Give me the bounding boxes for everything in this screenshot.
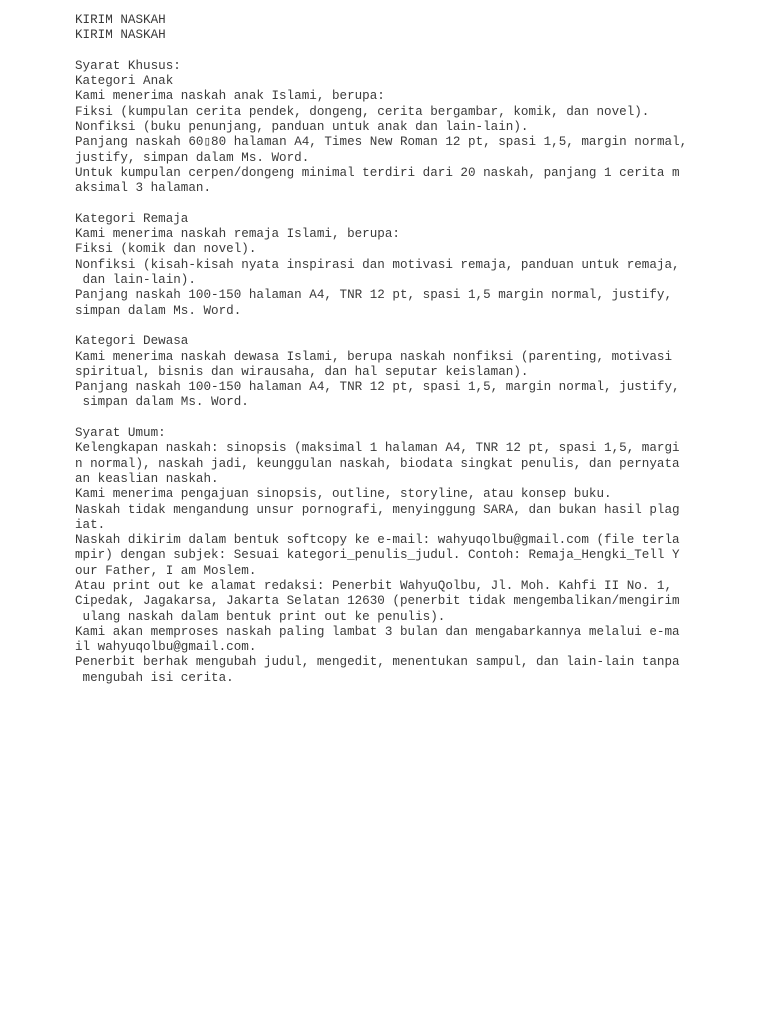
text-line: Kami menerima naskah anak Islami, berupa: <box>75 89 385 104</box>
text-line: simpan dalam Ms. Word. <box>75 395 249 410</box>
blank-line <box>75 197 755 212</box>
category-heading-dewasa: Kategori Dewasa <box>75 334 189 349</box>
text-line: aksimal 3 halaman. <box>75 181 212 196</box>
text-line: Panjang naskah 60▯80 halaman A4, Times New Roman 12 pt, spasi 1,5, margin normal, <box>75 135 688 150</box>
blank-line <box>75 319 755 334</box>
text-line: il wahyuqolbu@gmail.com. <box>75 640 257 655</box>
text-line: Nonfiksi (buku penunjang, panduan untuk anak dan lain-lain). <box>75 120 529 135</box>
text-line: n normal), naskah jadi, keunggulan naskah, biodata singkat penulis, dan pernyata <box>75 456 680 471</box>
category-heading-remaja: Kategori Remaja <box>75 211 189 226</box>
text-line: dan lain-lain). <box>75 273 196 288</box>
text-line: Fiksi (komik dan novel). <box>75 242 257 257</box>
text-line: an keaslian naskah. <box>75 471 219 486</box>
document-title-repeat: KIRIM NASKAH <box>75 28 166 43</box>
text-line: Kami menerima naskah remaja Islami, berupa: <box>75 227 400 242</box>
blank-line <box>75 44 755 59</box>
category-heading-anak: Kategori Anak <box>75 74 174 89</box>
text-line: Kelengkapan naskah: sinopsis (maksimal 1 halaman A4, TNR 12 pt, spasi 1,5, margi <box>75 441 680 456</box>
section-heading-syarat-khusus: Syarat Khusus: <box>75 58 181 73</box>
text-line: Penerbit berhak mengubah judul, mengedit, menentukan sampul, dan lain-lain tanpa <box>75 655 680 670</box>
text-line: Untuk kumpulan cerpen/dongeng minimal terdiri dari 20 naskah, panjang 1 cerita m <box>75 165 680 180</box>
text-line: Kami akan memproses naskah paling lambat 3 bulan dan mengabarkannya melalui e-ma <box>75 624 680 639</box>
text-line: Kami menerima naskah dewasa Islami, berupa naskah nonfiksi (parenting, motivasi <box>75 349 673 364</box>
text-line: justify, simpan dalam Ms. Word. <box>75 150 310 165</box>
text-line: our Father, I am Moslem. <box>75 563 257 578</box>
text-line: mengubah isi cerita. <box>75 670 234 685</box>
text-line: Kami menerima pengajuan sinopsis, outline, storyline, atau konsep buku. <box>75 487 612 502</box>
text-line: Naskah tidak mengandung unsur pornografi, menyinggung SARA, dan bukan hasil plag <box>75 502 680 517</box>
text-line: Panjang naskah 100-150 halaman A4, TNR 12 pt, spasi 1,5 margin normal, justify, <box>75 288 673 303</box>
text-line: iat. <box>75 517 106 532</box>
text-line: simpan dalam Ms. Word. <box>75 303 242 318</box>
text-line: spiritual, bisnis dan wirausaha, dan hal seputar keislaman). <box>75 364 529 379</box>
text-line: Nonfiksi (kisah-kisah nyata inspirasi dan motivasi remaja, panduan untuk remaja, <box>75 257 680 272</box>
text-line: Fiksi (kumpulan cerita pendek, dongeng, cerita bergambar, komik, dan novel). <box>75 104 650 119</box>
text-line: Atau print out ke alamat redaksi: Penerbit WahyuQolbu, Jl. Moh. Kahfi II No. 1, <box>75 578 673 593</box>
text-line: Cipedak, Jagakarsa, Jakarta Selatan 12630 (penerbit tidak mengembalikan/mengirim <box>75 594 680 609</box>
text-line: mpir) dengan subjek: Sesuai kategori_penulis_judul. Contoh: Remaja_Hengki_Tell Y <box>75 548 680 563</box>
blank-line <box>75 411 755 426</box>
text-line: ulang naskah dalam bentuk print out ke penulis). <box>75 609 446 624</box>
text-line: Panjang naskah 100-150 halaman A4, TNR 12 pt, spasi 1,5, margin normal, justify, <box>75 380 680 395</box>
document-page <box>75 13 755 686</box>
text-line: Naskah dikirim dalam bentuk softcopy ke e-mail: wahyuqolbu@gmail.com (file terla <box>75 533 680 548</box>
section-heading-syarat-umum: Syarat Umum: <box>75 426 166 441</box>
document-title: KIRIM NASKAH <box>75 13 166 27</box>
